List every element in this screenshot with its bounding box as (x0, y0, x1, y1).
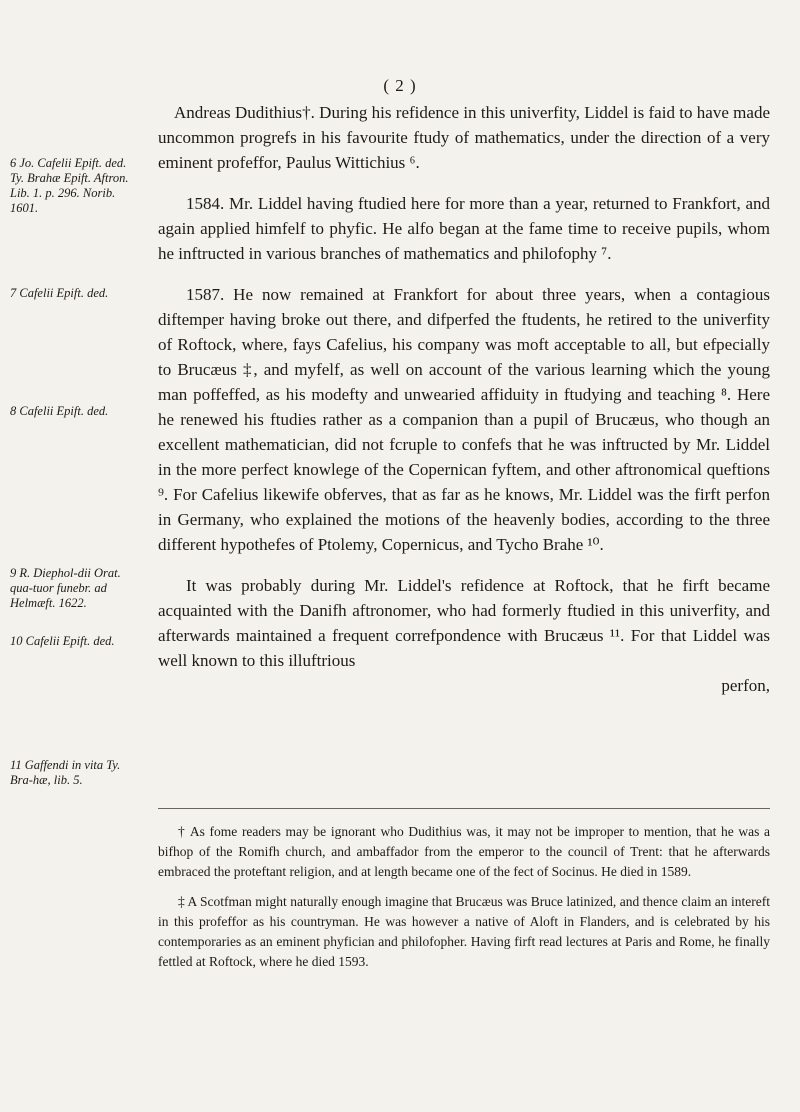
margin-note: 11 Gaffendi in vita Ty. Bra-hæ, lib. 5. (10, 758, 121, 787)
main-text (158, 100, 770, 698)
paragraph: 1584. Mr. Liddel having ftudied here for more than a year, returned to Frankfort, and again applied himfelf to phyfic. He alfo began at the fame time to receive pupils, whom he inftructed in various branches of mathematics and philofophy ⁷. (158, 194, 770, 263)
paragraph: 1587. He now remained at Frankfort for about three years, when a contagious diftemper having broke out there, and difperfed the ftudents, he retired to the univerfity of Roftock, where, fays Cafelius, his company was moft acceptable to all, but efpecially to Brucæus ‡, and myfelf, as well on account of the various learning which the young man poffeffed, as his modefty and unwearied affiduity in ftudying and teaching ⁸. Here he renewed his ftudies rather as a companion than a pupil of Brucæus, who though an excellent mathematician, did not fcruple to confefs that he was inftructed by Mr. Liddel in the more perfect knowlege of the Copernican fyftem, and other aftronomical queftions ⁹. For Cafelius likewife obferves, that as far as he knows, Mr. Liddel was the firft perfon in Germany, who explained the motions of the heavenly bodies, according to the three different hypothefes of Ptolemy, Copernicus, and Tycho Brahe ¹⁰. (158, 285, 770, 554)
catchword: perfon, (721, 676, 770, 695)
paragraph: It was probably during Mr. Liddel's refidence at Roftock, that he firft became acquainted with the Danifh aftronomer, who had formerly ftudied in this univerfity, and afterwards maintained a frequent correfpondence with Brucæus ¹¹. For that Liddel was well known to this illuftrious (158, 576, 770, 670)
margin-note: 9 R. Diephol-dii Orat. qua-tuor funebr. ad Helmæft. 1622. (10, 566, 121, 610)
footnote: † As fome readers may be ignorant who Dudithius was, it may not be improper to mention, that he was a bifhop of the Romifh church, and ambaffador from the emperor to the council of Trent: that he afterwards embraced the proteftant religion, and at length became one of the fect of Socinus. He died in 1589. (158, 824, 770, 879)
paragraph: Andreas Dudithius†. During his refidence in this univerfity, Liddel is faid to have made uncommon progrefs in his favourite ftudy of mathematics, under the direction of a very eminent profeffor, Paulus Wittichius ⁶. (158, 103, 770, 172)
margin-note: 6 Jo. Cafelii Epift. ded. Ty. Brahæ Epift. Aftron. Lib. 1. p. 296. Norib. 1601. (10, 156, 129, 215)
margin-note: 7 Cafelii Epift. ded. (10, 286, 109, 300)
margin-note: 8 Cafelii Epift. ded. (10, 404, 109, 418)
footnote: ‡ A Scotfman might naturally enough imagine that Brucæus was Bruce latinized, and thence claim an intereft in this profeffor as his countryman. He was however a native of Aloft in Flanders, and is celebrated by his contemporaries as an eminent phyfician and philofopher. Having firft read lectures at Paris and Rome, he finally fettled at Roftock, where he died 1593. (158, 894, 770, 969)
footnote-divider (158, 808, 770, 809)
footnotes (158, 822, 770, 982)
page-number-header: ( 2 ) (383, 76, 417, 95)
margin-note: 10 Cafelii Epift. ded. (10, 634, 115, 648)
